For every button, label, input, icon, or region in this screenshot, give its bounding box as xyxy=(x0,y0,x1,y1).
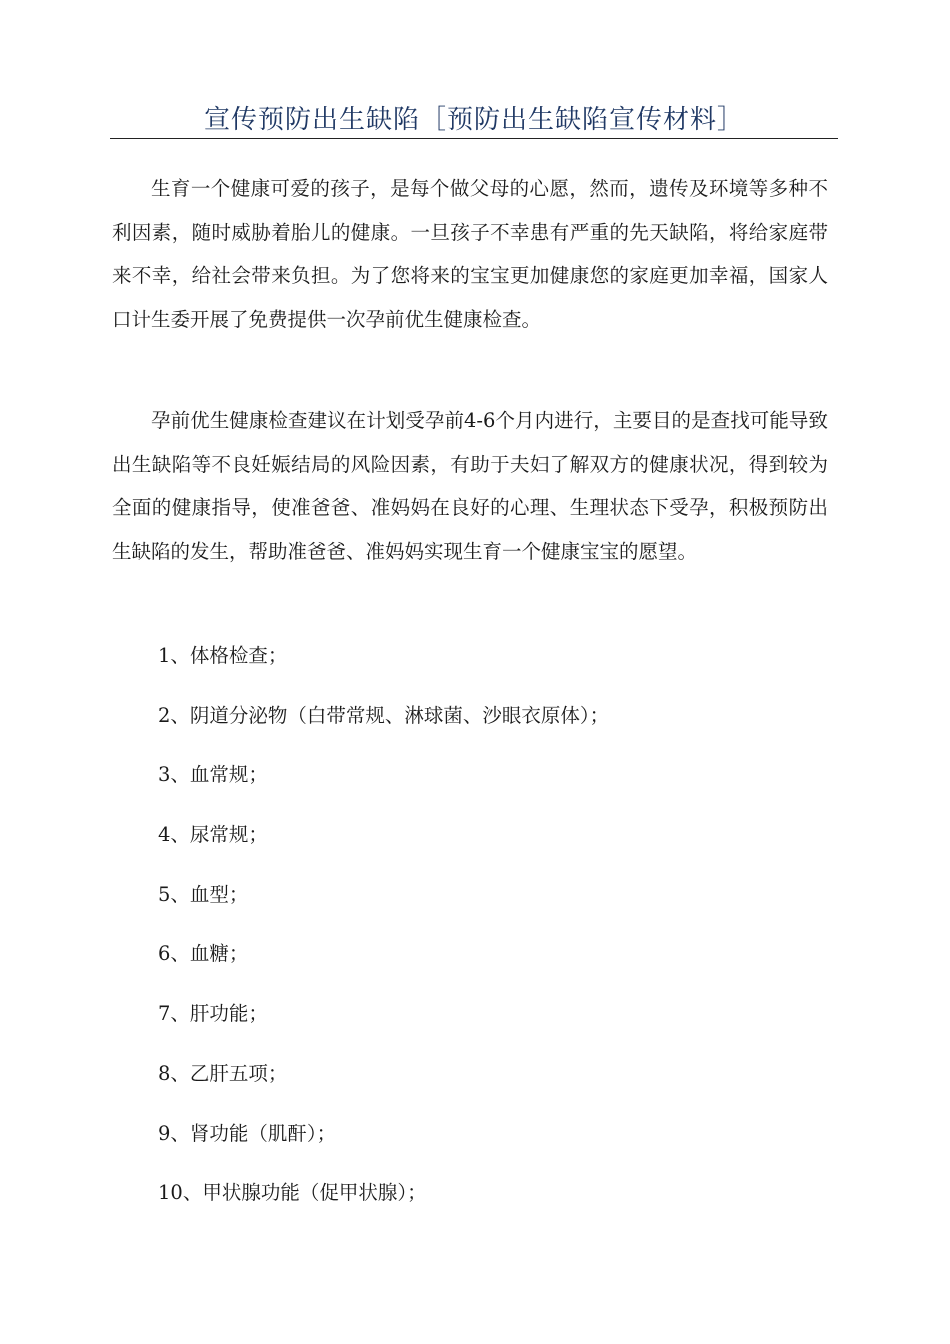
list-item: 8、乙肝五项； xyxy=(158,1061,288,1085)
list-item: 5、血型； xyxy=(158,882,249,906)
title-underline xyxy=(110,102,838,139)
exam-item-list xyxy=(158,638,609,1235)
paragraph-purpose: 孕前优生健康检查建议在计划受孕前4-6个月内进行，主要目的是查找可能导致出生缺陷等不良妊娠结局的风险因素，有助于夫妇了解双方的健康状况，得到较为全面的健康指导，使准爸爸、准妈妈在良好的心理、生理状态下受孕，积极预防出生缺陷的发生，帮助准爸爸、准妈妈实现生育一个健康宝宝的愿望。 xyxy=(112,409,828,563)
list-item: 9、肾功能（肌酐）； xyxy=(158,1121,337,1145)
paragraph-intro: 生育一个健康可爱的孩子，是每个做父母的心愿，然而，遗传及环境等多种不利因素，随时威胁着胎儿的健康。一旦孩子不幸患有严重的先天缺陷，将给家庭带来不幸，给社会带来负担。为了您将来的宝宝更加健康您的家庭更加幸福，国家人口计生委开展了免费提供一次孕前优生健康检查。 xyxy=(112,177,828,331)
list-item: 10、甲状腺功能（促甲状腺）； xyxy=(158,1181,427,1205)
list-item: 6、血糖； xyxy=(158,942,249,966)
list-item: 2、阴道分泌物（白带常规、淋球菌、沙眼衣原体）； xyxy=(158,703,610,727)
list-item: 1、体格检查； xyxy=(158,644,288,667)
list-item: 4、尿常规； xyxy=(158,823,268,847)
list-item: 7、肝功能； xyxy=(158,1002,268,1026)
list-item: 3、血常规； xyxy=(158,763,268,787)
document-title: 宣传预防出生缺陷［预防出生缺陷宣传材料］ xyxy=(203,105,744,135)
